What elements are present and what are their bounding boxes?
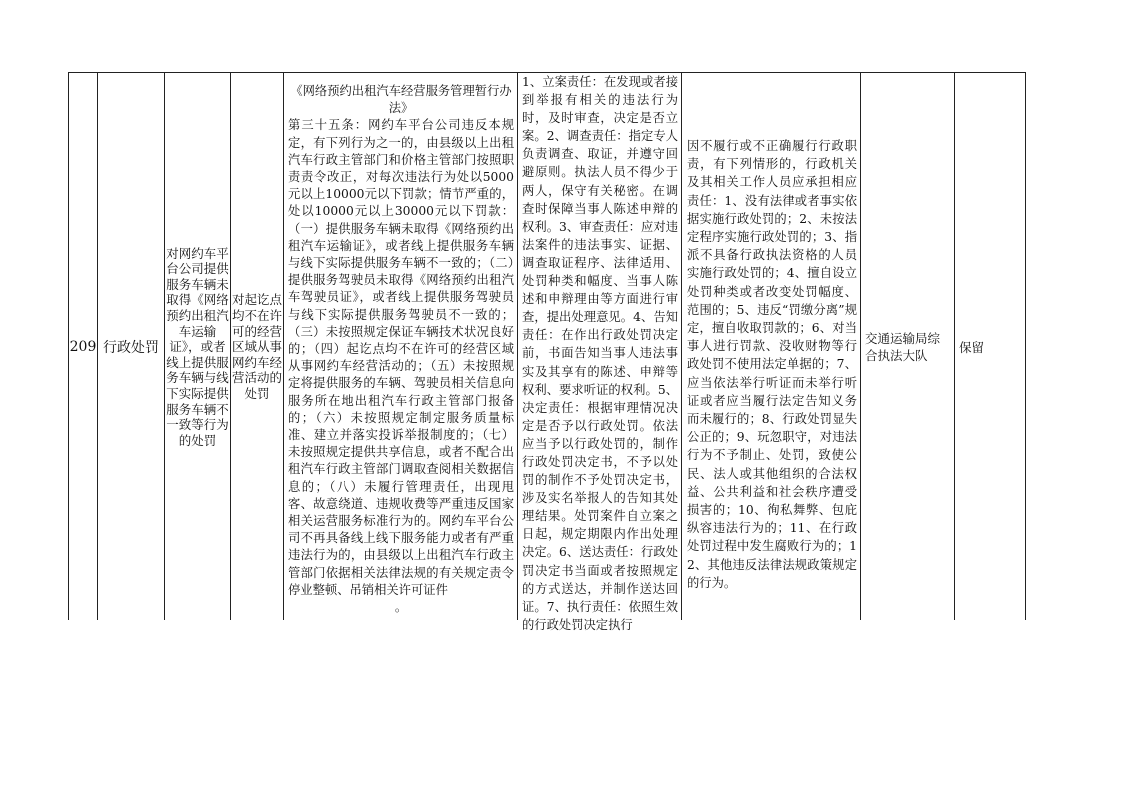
column-divider	[1025, 72, 1026, 620]
accountability-cell	[682, 73, 860, 621]
law-article-tail: 。	[394, 600, 408, 615]
remark-cell	[955, 73, 1025, 621]
remark-text: 保留	[959, 340, 985, 355]
legal-basis-cell	[284, 73, 517, 621]
law-title: 《网络预约出租汽车经营服务管理暂行办法》	[290, 84, 512, 116]
category-cell: 行政处罚	[103, 340, 159, 356]
responsibility-text: 1、立案责任：在发现或者接到举报有相关的违法行为时，及时审查，决定是否立案。2、调查责任：指定专人负责调查、取证，并遵守回避原则。执法人员不得少于两人，保守有关秘密。在调查时保障当事人陈述申辩的权利。3、审查责任：应对违法案件的违法事实、证据、调查取证程序、法律适用、处罚种类和幅度、当事人陈述和申辩理由等方面进行审查，提出处理意见。4、告知责任：在作出行政处罚决定前，书面告知当事人违法事实及其享有的陈述、申辩等权利、要求听证的权利。5、决定责任：根据审理情况决定是否予以行政处罚。依法应当予以行政处罚的，制作行政处罚决定书，不予以处罚的制作不予处罚决定书，涉及实名举报人的告知其处理结果。处罚案件自立案之日起，规定期限内作出处理决定。6、送达责任：行政处罚决定书当面或者按照规定的方式送达，并制作送达回证。7、执行责任：依照生效的行政处罚决定执行	[522, 75, 678, 632]
row-number: 209	[69, 339, 97, 355]
sub-item-cell	[231, 73, 283, 621]
item-name-text: 对网约车平台公司提供服务车辆未取得《网络预约出租汽车运输证》，或者线上提供服务车辆与线下实际提供服务车辆不一致等行为的处罚	[166, 245, 229, 448]
department-text: 交通运输局综合执法大队	[865, 331, 941, 363]
law-article-text: 第三十五条：网约车平台公司违反本规定，有下列行为之一的，由县级以上出租汽车行政主管部门和价格主管部门按照职责责令改正，对每次违法行为处以5000元以上10000元以下罚款；情节严重的，处以10000元以上30000元以下罚款：（一）提供服务车辆未取得《网络预约出租汽车运输证》，或者线上提供服务车辆与线下实际提供服务车辆不一致的；（二）提供服务驾驶员未取得《网络预约出租汽车驾驶员证》，或者线上提供服务驾驶员与线下实际提供服务驾驶员不一致的；（三）未按照规定保证车辆技术状况良好的；（四）起讫点均不在许可的经营区域从事网约车经营活动的；（五）未按照规定将提供服务的车辆、驾驶员相关信息向服务所在地出租汽车行政主管部门报备的；（六）未按照规定制定服务质量标准、建立并落实投诉举报制度的；（七）未按照规定提供共享信息，或者不配合出租汽车行政主管部门调取查阅相关数据信息的；（八）未履行管理责任，出现甩客、故意绕道、违规收费等严重违反国家相关运营服务标准行为的。网约车平台公司不再具备线上线下服务能力或者有严重违法行为的，由县级以上出租汽车行政主管部门依据相关法律法规的有关规定责令停业整顿、吊销相关许可证件	[288, 118, 514, 597]
sub-item-text: 对起讫点均不在许可的经营区域从事网约车经营活动的处罚	[232, 292, 283, 401]
accountability-text: 因不履行或不正确履行行政职责，有下列情形的，行政机关及其相关工作人员应承担相应责任：1、没有法律或者事实依据实施行政处罚的；2、未按法定程序实施行政处罚的；3、指派不具备行政执法资格的人员实施行政处罚的；4、擅自设立处罚种类或者改变处罚幅度、范围的；5、违反“罚缴分离”规定，擅自收取罚款的；6、对当事人进行罚款、没收财物等行政处罚不使用法定单据的；7、应当依法举行听证而未举行听证或者应当履行法定告知义务而未履行的；8、行政处罚显失公正的；9、玩忽职守，对违法行为不予制止、处罚，致使公民、法人或其他组织的合法权益、公共利益和社会秩序遭受损害的；10、徇私舞弊、包庇纵容违法行为的；11、在行政处罚过程中发生腐败行为的；12、其他违反法律法规政策规定的行为。	[687, 139, 857, 590]
department-cell	[861, 73, 954, 621]
responsibility-cell	[518, 73, 681, 632]
item-name-cell	[165, 73, 230, 621]
